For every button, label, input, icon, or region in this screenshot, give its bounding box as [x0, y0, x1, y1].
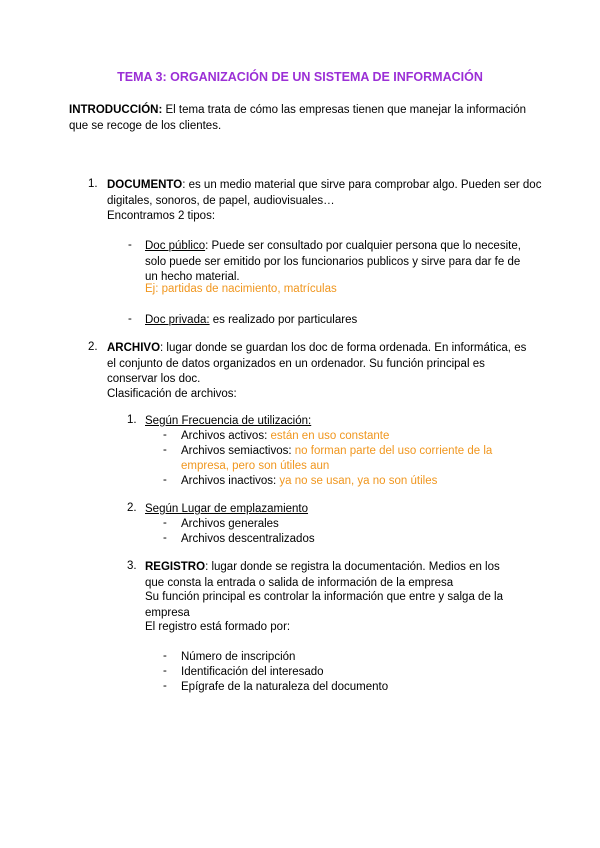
registro-paragraph	[145, 560, 515, 591]
registro-item-1-dash: -	[163, 650, 167, 662]
class-1-number: 1.	[127, 414, 137, 426]
type-1-dash: -	[128, 239, 132, 251]
registro-label: REGISTRO	[145, 561, 206, 573]
class-1-item-3-note: ya no se usan, ya no son útiles	[276, 475, 438, 487]
type-1-label: Doc público	[145, 240, 206, 252]
class-2-item-2: Archivos descentralizados	[181, 533, 315, 545]
type-1-text: : Puede ser consultado por cualquier persona que lo necesite, solo puede ser emitido por los funcionarios publicos y sirve para dar fe de un hecho material.	[145, 240, 521, 283]
section-2-text: : lugar donde se guardan los doc de forma ordenada. En informática, es el conjunto de datos organizados en un ordenador. Su función principal es conservar los doc.	[107, 342, 527, 385]
registro-number: 3.	[127, 560, 137, 572]
class-1-item-2	[181, 444, 511, 474]
registro-item-2: Identificación del interesado	[181, 666, 324, 678]
class-1-item-2-label: Archivos semiactivos:	[181, 445, 292, 457]
page-title: TEMA 3: ORGANIZACIÓN DE UN SISTEMA DE INFORMACIÓN	[117, 70, 483, 84]
section-2-label: ARCHIVO	[107, 342, 161, 354]
registro-item-2-dash: -	[163, 665, 167, 677]
registro-item-3-dash: -	[163, 680, 167, 692]
class-2-label: Según Lugar de emplazamiento	[145, 503, 309, 515]
class-1-item-1-dash: -	[163, 429, 167, 441]
registro-item-3: Epígrafe de la naturaleza del documento	[181, 681, 389, 693]
registro-text: : lugar donde se registra la documentación. Medios en los que consta la entrada o salida de información de la empresa	[145, 561, 500, 589]
class-1-item-2-dash: -	[163, 444, 167, 456]
intro-label: INTRODUCCIÓN:	[69, 104, 163, 116]
type-doc-publico	[145, 239, 530, 286]
class-1-item-1-note: están en uso constante	[267, 430, 390, 442]
section-2-number: 2.	[88, 341, 98, 353]
class-2-item-2-dash: -	[163, 532, 167, 544]
class-1-item-1-label: Archivos activos:	[181, 430, 268, 442]
class-2-number: 2.	[127, 502, 137, 514]
section-documento	[107, 178, 547, 209]
section-1-label: DOCUMENTO	[107, 179, 183, 191]
registro-line-2: Su función principal es controlar la información que entre y salga de la empresa	[145, 591, 503, 619]
section-archivo	[107, 341, 537, 388]
section-1-text: : es un medio material que sirve para comprobar algo. Pueden ser doc digitales, sonoros, de papel, audiovisuales…	[107, 179, 542, 207]
registro-line-3: El registro está formado por:	[145, 621, 291, 633]
class-1-item-1	[181, 429, 511, 444]
class-1-item-3-label: Archivos inactivos:	[181, 475, 277, 487]
type-1-example: Ej: partidas de nacimiento, matrículas	[145, 283, 337, 295]
class-2-item-1: Archivos generales	[181, 518, 279, 530]
intro-paragraph	[69, 102, 539, 134]
class-1-item-2-note: no forman parte del uso corriente de la empresa, pero son útiles aun	[181, 445, 493, 472]
section-2-extra: Clasificación de archivos:	[107, 388, 237, 400]
class-1-item-3	[181, 474, 511, 489]
type-2-label: Doc privada:	[145, 314, 210, 326]
type-2-text: es realizado por particulares	[209, 314, 358, 326]
registro-item-1: Número de inscripción	[181, 651, 296, 663]
class-1-label: Según Frecuencia de utilización:	[145, 415, 312, 427]
intro-text: El tema trata de cómo las empresas tienen que manejar la información que se recoge de los clientes.	[69, 104, 526, 132]
type-2-dash: -	[128, 313, 132, 325]
class-2-item-1-dash: -	[163, 517, 167, 529]
section-1-extra: Encontramos 2 tipos:	[107, 210, 216, 222]
class-1-item-3-dash: -	[163, 474, 167, 486]
type-doc-privada	[145, 313, 530, 329]
section-1-number: 1.	[88, 178, 98, 190]
